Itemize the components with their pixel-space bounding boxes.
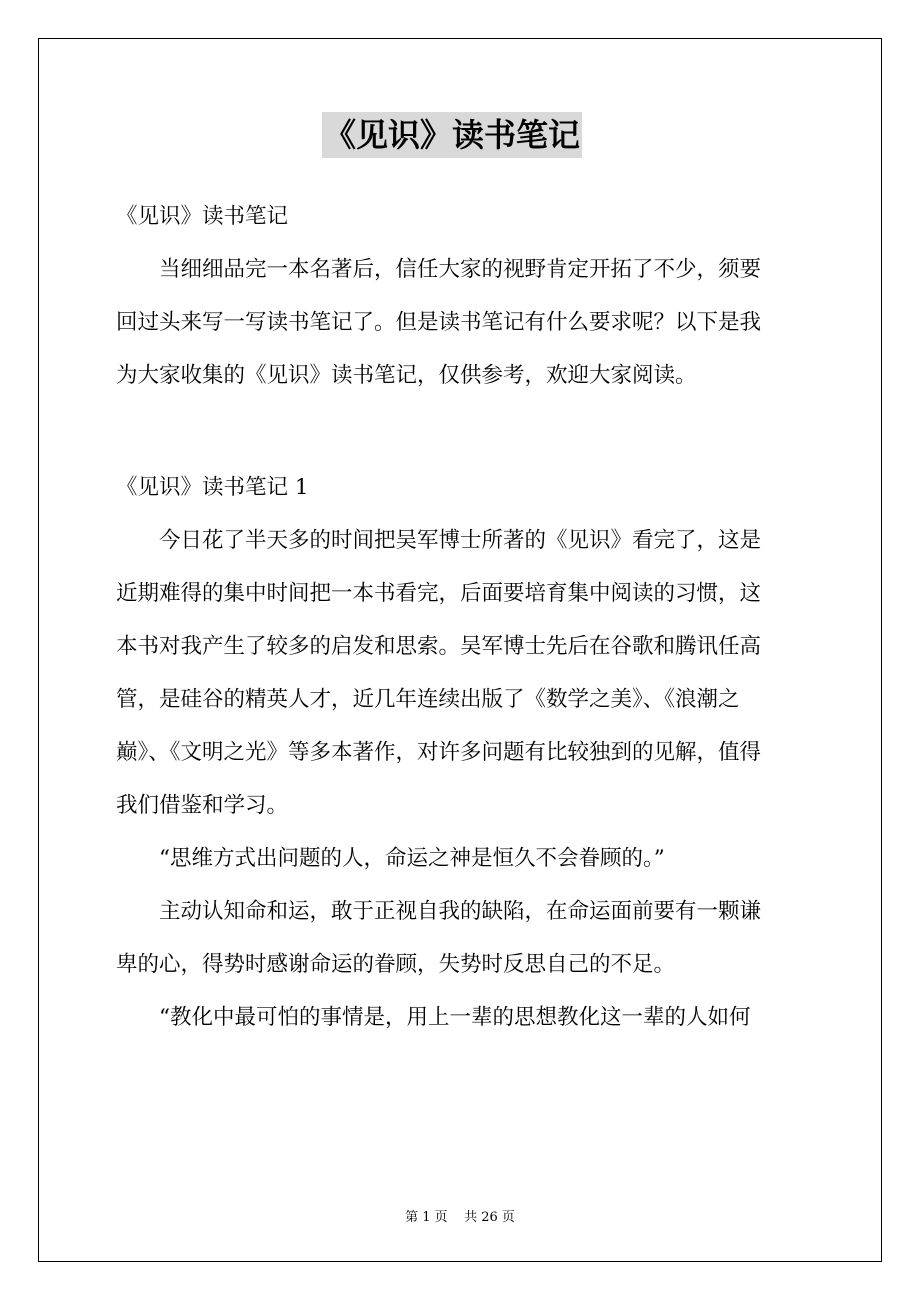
paragraph-line: 主动认知命和运，敢于正视自我的缺陷，在命运面前要有一颗谦 <box>159 899 762 924</box>
page-number-footer: 第 1 页 共 26 页 <box>405 1210 515 1225</box>
paragraph-line: 回过头来写一写读书笔记了。但是读书笔记有什么要求呢？以下是我 <box>116 310 762 335</box>
paragraph-line: 卑的心，得势时感谢命运的眷顾，失势时反思自己的不足。 <box>116 952 676 977</box>
paragraph-line: 本书对我产生了较多的启发和思索。吴军博士先后在谷歌和腾讯任高 <box>116 634 762 659</box>
paragraph-line: 为大家收集的《见识》读书笔记，仅供参考，欢迎大家阅读。 <box>116 363 697 388</box>
quote-line: “思维方式出问题的人，命运之神是恒久不会眷顾的。” <box>159 846 665 871</box>
paragraph-line: 近期难得的集中时间把一本书看完，后面要培育集中阅读的习惯，这 <box>116 581 762 606</box>
document-body <box>116 190 808 1044</box>
quote-line: “教化中最可怕的事情是，用上一辈的思想教化这一辈的人如何 <box>159 1005 751 1030</box>
subtitle-line: 《见识》读书笔记 <box>116 204 289 229</box>
paragraph-line: 今日花了半天多的时间把吴军博士所著的《见识》看完了，这是 <box>159 528 762 553</box>
paragraph-line: 管，是硅谷的精英人才，近几年连续出版了《数学之美》、《浪潮之 <box>116 687 740 712</box>
document-title: 《见识》读书笔记 <box>322 112 582 158</box>
paragraph-line: 巅》、《文明之光》等多本著作，对许多问题有比较独到的见解，值得 <box>116 740 762 765</box>
paragraph-line: 当细细品完一本名著后，信任大家的视野肯定开拓了不少，须要 <box>159 257 762 282</box>
paragraph-gap <box>116 402 808 461</box>
section-heading: 《见识》读书笔记 1 <box>116 475 309 500</box>
paragraph-line: 我们借鉴和学习。 <box>116 793 289 818</box>
